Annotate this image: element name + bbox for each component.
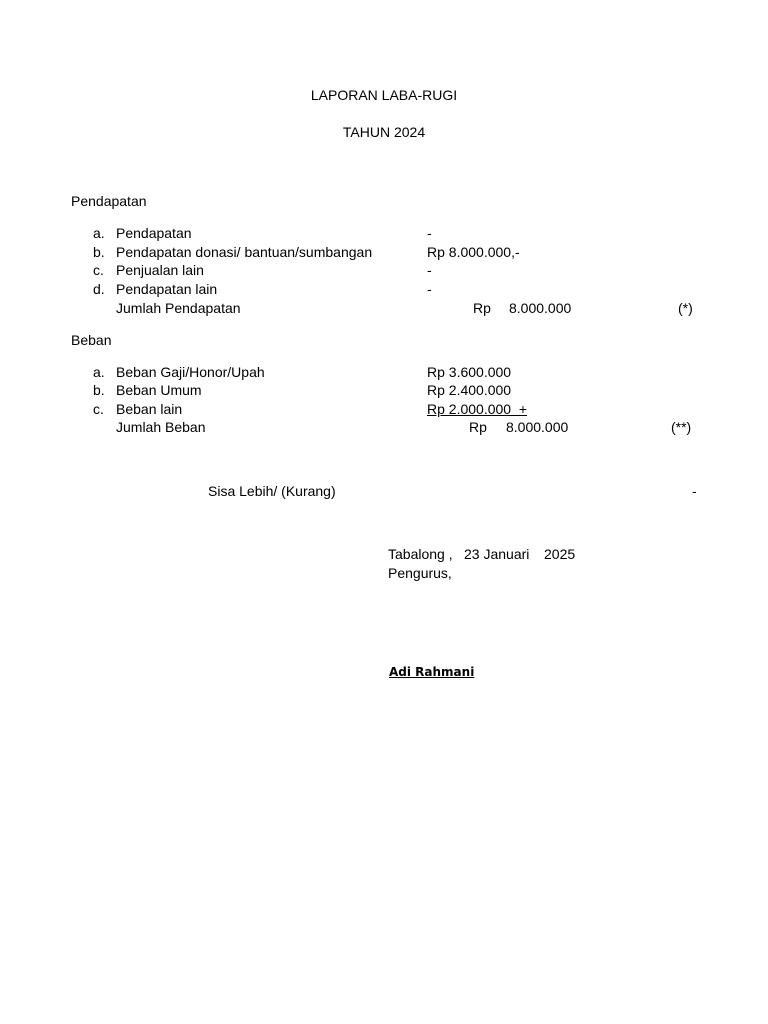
expense-total-value: 8.000.000	[506, 419, 569, 435]
item-amount: Rp 2.400.000	[427, 382, 512, 398]
item-amount: -	[427, 262, 432, 278]
income-total-label: Jumlah Pendapatan	[116, 300, 241, 316]
item-label: Beban Gaji/Honor/Upah	[116, 364, 265, 380]
item-amount: -	[427, 281, 432, 297]
item-letter: b.	[93, 244, 105, 260]
item-letter: c.	[93, 262, 104, 278]
income-total-currency: Rp	[473, 300, 491, 316]
item-letter: a.	[93, 225, 105, 241]
expense-heading: Beban	[71, 332, 112, 348]
income-heading: Pendapatan	[71, 193, 147, 209]
item-label: Penjualan lain	[116, 262, 204, 278]
signature-role: Pengurus,	[388, 565, 452, 581]
expense-total-currency: Rp	[469, 419, 487, 435]
item-letter: a.	[93, 364, 105, 380]
signature-date: 23 Januari	[464, 546, 530, 562]
report-year: TAHUN 2024	[342, 124, 426, 140]
item-letter: c.	[93, 401, 104, 417]
item-amount: -	[427, 225, 432, 241]
item-label: Pendapatan	[116, 225, 192, 241]
income-total-value: 8.000.000	[509, 300, 572, 316]
balance-label: Sisa Lebih/ (Kurang)	[208, 483, 336, 499]
expense-total-label: Jumlah Beban	[116, 419, 206, 435]
income-total-mark: (*)	[678, 300, 693, 316]
item-letter: d.	[93, 281, 105, 297]
signature-place: Tabalong ,	[388, 546, 453, 562]
item-label: Pendapatan lain	[116, 281, 218, 297]
item-label: Pendapatan donasi/ bantuan/sumbangan	[116, 244, 373, 260]
signature-year: 2025	[544, 546, 576, 562]
item-label: Beban Umum	[116, 382, 202, 398]
item-amount: Rp 3.600.000	[427, 364, 512, 380]
report-title: LAPORAN LABA-RUGI	[310, 87, 458, 103]
expense-total-mark: (**)	[671, 419, 692, 435]
signatory-name: Adi Rahmani	[389, 665, 475, 679]
item-label: Beban lain	[116, 401, 183, 417]
item-letter: b.	[93, 382, 105, 398]
balance-value: -	[692, 483, 697, 499]
item-amount-underlined: Rp 2.000.000 +	[427, 401, 528, 417]
item-amount: Rp 8.000.000,-	[427, 244, 520, 260]
